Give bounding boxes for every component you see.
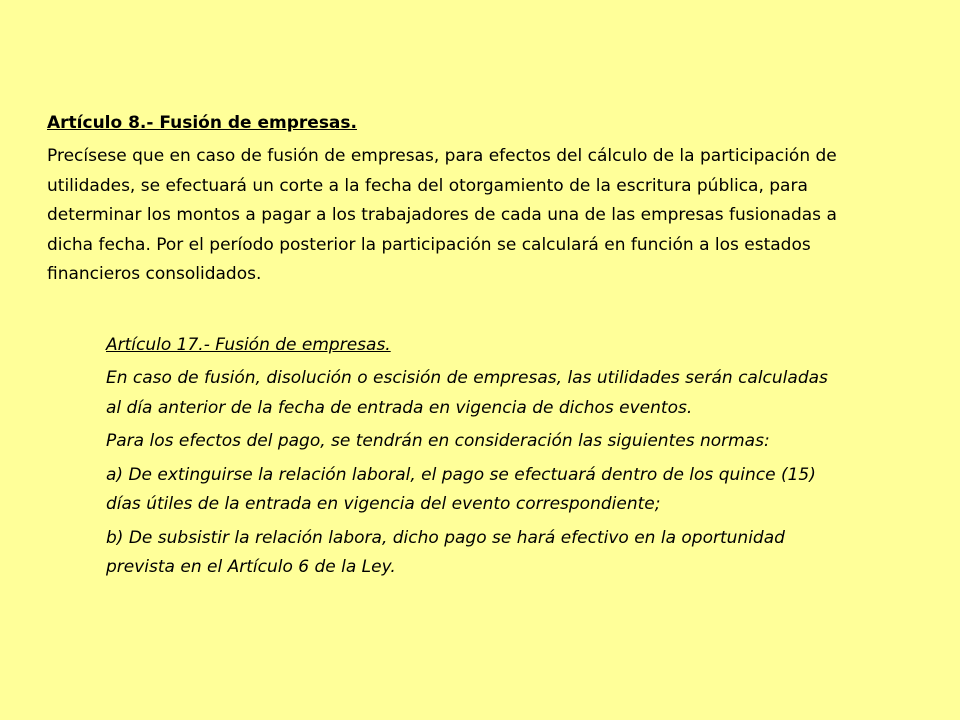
article-8-line: determinar los montos a pagar a los trabajadores de cada una de las empresas fusionadas a bbox=[47, 205, 837, 225]
article-8-paragraph bbox=[47, 142, 927, 290]
article-17-block bbox=[106, 331, 916, 587]
article-17-line: prevista en el Artículo 6 de la Ley. bbox=[106, 557, 396, 577]
article-17-line: días útiles de la entrada en vigencia del evento correspondiente; bbox=[106, 494, 661, 514]
article-17-line: En caso de fusión, disolución o escisión de empresas, las utilidades serán calculadas bbox=[106, 368, 828, 388]
article-17-title: Artículo 17.- Fusión de empresas. bbox=[106, 335, 391, 355]
article-8-line: financieros consolidados. bbox=[47, 264, 262, 284]
article-8-title: Artículo 8.- Fusión de empresas. bbox=[47, 113, 357, 133]
article-17-line: b) De subsistir la relación labora, dicho pago se hará efectivo en la oportunidad bbox=[106, 527, 785, 548]
article-17-paragraph-payment-rules bbox=[106, 427, 916, 457]
article-8-line: utilidades, se efectuará un corte a la fecha del otorgamiento de la escritura pública, para bbox=[47, 175, 808, 196]
article-17-paragraph-rule-a bbox=[106, 461, 916, 520]
article-8-block bbox=[47, 109, 927, 294]
article-17-paragraph-calculation bbox=[106, 364, 916, 423]
article-17-line: Para los efectos del pago, se tendrán en consideración las siguientes normas: bbox=[106, 431, 770, 451]
article-8-line: Precísese que en caso de fusión de empresas, para efectos del cálculo de la participación de bbox=[47, 146, 837, 166]
article-17-line: al día anterior de la fecha de entrada en vigencia de dichos eventos. bbox=[106, 397, 693, 418]
article-17-line: a) De extinguirse la relación laboral, el pago se efectuará dentro de los quince (15) bbox=[106, 464, 816, 485]
article-17-paragraph-rule-b bbox=[106, 524, 916, 583]
article-8-line: dicha fecha. Por el período posterior la participación se calculará en función a los estados bbox=[47, 234, 811, 255]
